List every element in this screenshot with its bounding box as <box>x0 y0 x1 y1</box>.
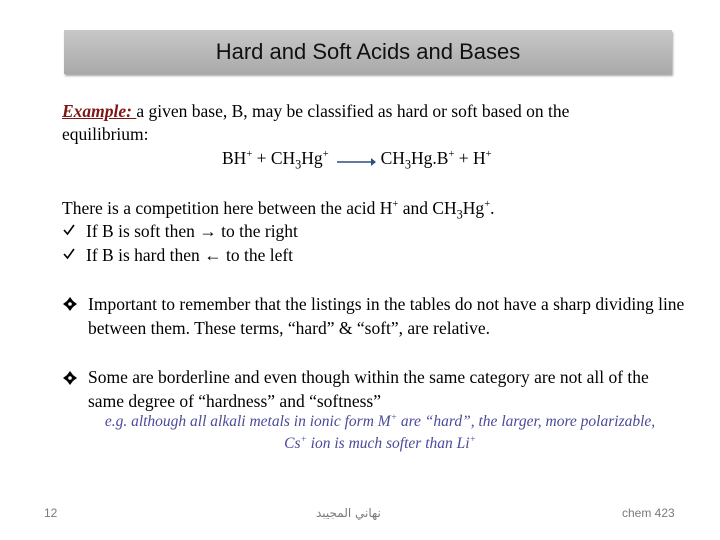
equilibrium-equation <box>222 148 492 172</box>
bullet-relative-terms: Important to remember that the listings in the tables do not have a sharp dividing line between them. These terms, “hard” & “soft”, are relative. <box>88 294 685 338</box>
diamond-bullet-icon <box>62 370 78 391</box>
example-text-2: equilibrium: <box>62 124 149 144</box>
eq-right: $CH_3Hg.B^+ + H^+$ <box>380 148 492 172</box>
hard-base-line: If B is hard then ← to the left <box>62 244 293 266</box>
example-label: Example: <box>62 101 137 121</box>
title-bar <box>64 30 672 74</box>
competition-line: There is a competition here between the acid H+ and $CH_3Hg^+$. <box>62 198 495 222</box>
course-label: chem 423 <box>622 506 675 520</box>
check-icon <box>62 220 86 242</box>
equilibrium-arrow-icon <box>335 152 377 166</box>
soft-base-line: If B is soft then → to the right <box>62 220 298 242</box>
check-icon <box>62 244 86 266</box>
eq-left: $BH^+ + CH_3Hg^+$ <box>222 148 329 172</box>
example-line-2 <box>62 123 149 145</box>
bullet-borderline: Some are borderline and even though within the same category are not all of the same degree of “hardness” and “softness” <box>88 367 649 411</box>
example-note: e.g. although all alkali metals in ionic form M+ are “hard”, the larger, more polarizable, Cs+ ion is much softer than Li+ <box>104 412 656 452</box>
example-line-1 <box>62 100 569 122</box>
slide-title: Hard and Soft Acids and Bases <box>215 39 521 64</box>
author-name: نهاني المجيبد <box>316 506 381 520</box>
slide-number: 12 <box>44 506 58 520</box>
diamond-bullet-icon <box>62 296 78 317</box>
example-text-1: a given base, B, may be classified as hard or soft based on the <box>136 101 570 121</box>
